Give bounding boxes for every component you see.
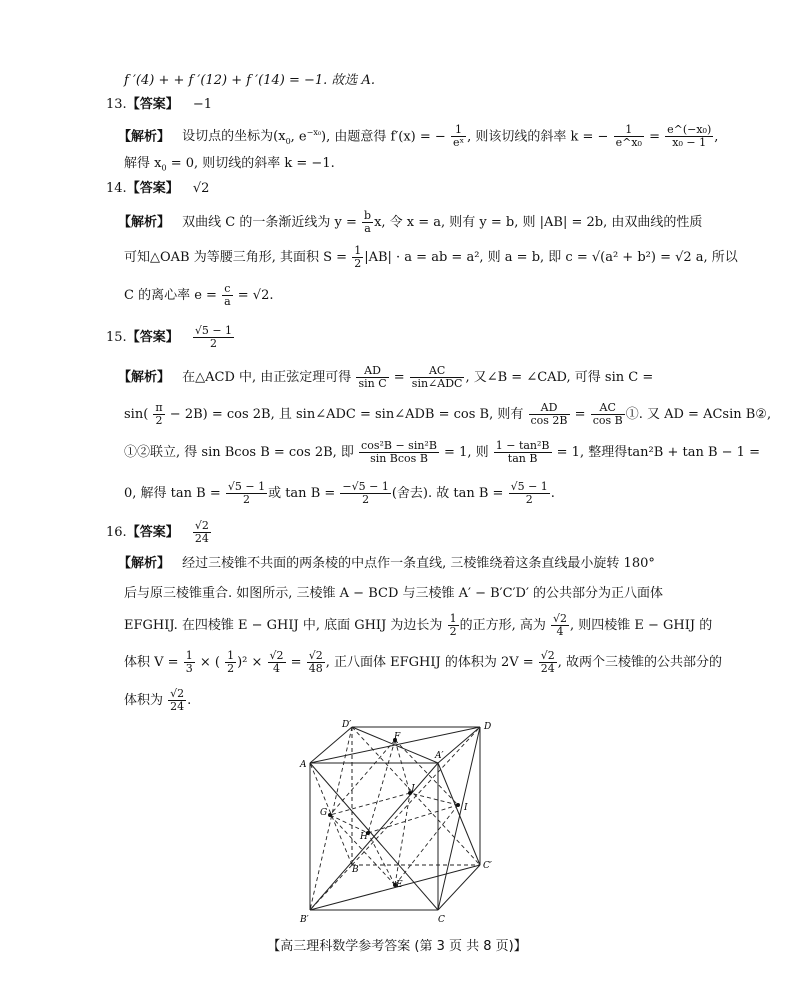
- q13-answer-line: 13.【答案】 −1: [106, 97, 213, 112]
- page-footer: 【高三理科数学参考答案 (第 3 页 共 8 页)】: [267, 939, 527, 954]
- q16-analysis-line2: 后与原三棱锥重合. 如图所示, 三棱锥 A − BCD 与三棱锥 A′ − B′C′D′ 的公共部分为正八面体: [124, 586, 664, 601]
- label-c: C: [438, 915, 445, 925]
- label-ap: A′: [435, 751, 444, 761]
- frac-answer-16: $\frac{√2}{24}$: [194, 519, 209, 545]
- frac-ex0-x0m1: $\frac{\text{e\textasciicircum{}(−x₀)}}{\text{x₀ − 1}}$: [667, 123, 712, 150]
- q15-analysis-line4: 0, 解得 tan B = $\frac{√5 - 1}{2}$ 或 tan B = $\frac{-√5 - 1}{2}$ (舍去). 故 tan B = $\frac{√5 - 1}{2}$ .: [124, 480, 555, 506]
- q16-analysis-line3: EFGHIJ. 在四棱锥 E − GHIJ 中, 底面 GHIJ 为边长为 $\frac{1}{2}$ 的正方形, 高为 $\frac{√2}{4}$ , 则四棱锥 E − GHIJ 的: [124, 612, 713, 638]
- q14-answer-line: 14.【答案】 √2: [106, 181, 210, 196]
- frac-ad-sinc: $\frac{AD}{\text{sin C}}$: [358, 364, 387, 390]
- frac-answer-15: $\frac{√5 - 1}{2}$: [194, 324, 233, 350]
- frac-1-3: $\frac{1}{3}$: [185, 649, 193, 675]
- q16-analysis-line1: 【解析】 经过三棱锥不共面的两条棱的中点作一条直线, 三棱锥绕着这条直线最小旋转 180°: [118, 556, 655, 571]
- q14-analysis-line2: 可知△OAB 为等腰三角形, 其面积 S = $\frac{1}{2}$ |AB| · a = ab = a², 则 a = b, 即 c = √(a² + b²) = √2 a, 所以: [124, 244, 738, 270]
- q16-answer-line: 16.【答案】 $\frac{√2}{24}$: [106, 519, 209, 545]
- frac-sqrt2-48: $\frac{√2}{48}$: [308, 649, 323, 675]
- frac-sqrt2-4b: $\frac{√2}{4}$: [269, 649, 284, 675]
- q15-analysis-line3: ①②联立, 得 sin Bcos B = cos 2B, 即 $\frac{\text{cos²B − sin²B}}{\text{sin Bcos B}}$ = 1, 则 $\frac{\text{1 − tan²B}}{\text{tan B}}$ = 1, 整理得tan²B + tan B − 1 =: [124, 439, 760, 465]
- frac-1-2: $\frac{1}{2}$: [354, 244, 362, 270]
- q15-answer-line: 15.【答案】 $\frac{√5 - 1}{2}$: [106, 324, 233, 350]
- label-dp: D′: [342, 720, 352, 730]
- label-a: A: [300, 760, 307, 770]
- frac-1mtan-tanb: $\frac{\text{1 − tan²B}}{\text{tan B}}$: [495, 439, 550, 465]
- label-d: D: [484, 722, 492, 732]
- frac-pi-2: $\frac{\pi}{2}$: [155, 401, 163, 427]
- label-j: J: [411, 784, 415, 794]
- label-b: B: [352, 865, 359, 875]
- frac-root1: $\frac{√5 - 1}{2}$: [227, 480, 266, 506]
- label-e: E: [396, 880, 403, 890]
- label-i: I: [464, 803, 468, 813]
- q15-analysis-line2: sin( $\frac{\pi}{2}$ − 2B) = cos 2B, 且 sin∠ADC = sin∠ADB = cos B, 则有 $\frac{AD}{\cos 2B}$ = $\frac{AC}{\text{cos B}}$ ①. 又 AD = ACsin B②,: [124, 401, 772, 427]
- frac-sqrt2-24: $\frac{√2}{24}$: [540, 649, 555, 675]
- label-g: G: [320, 808, 328, 818]
- q13-analysis-line2: 解得 $x_0 = 0$, 则切线的斜率 k = −1.: [124, 156, 335, 173]
- q14-analysis-line1: 【解析】 双曲线 C 的一条渐近线为 y = $\frac{b}{a}$ x, 令 x = a, 则有 y = b, 则 |AB| = 2b, 由双曲线的性质: [118, 209, 703, 235]
- frac-b-a: $\frac{b}{a}$: [364, 209, 372, 235]
- cube-octahedron-figure: [290, 715, 510, 930]
- frac-1-ex: $\frac{1}{\text{eˣ}}$: [452, 123, 465, 150]
- continuation-line: f ′(4) + + f ′(12) + f ′(14) = −1. 故选 A.: [124, 73, 376, 88]
- frac-ac-cosb: $\frac{AC}{\text{cos B}}$: [592, 401, 623, 427]
- frac-1-2-sq: $\frac{1}{2}$: [227, 649, 235, 675]
- frac-ac-sinadc: $\frac{AC}{\text{sin∠ADC}}$: [411, 364, 463, 390]
- frac-root2: $\frac{-√5 - 1}{2}$: [342, 480, 389, 506]
- frac-sqrt2-24-final: $\frac{√2}{24}$: [170, 687, 185, 713]
- frac-sqrt2-4: $\frac{√2}{4}$: [552, 612, 567, 638]
- frac-1-ex0: $\frac{1}{\text{e\textasciicircum{}x₀}}$: [615, 123, 642, 150]
- frac-cos2-sinbcosb: $\frac{\text{cos²B − sin²B}}{\text{sin Bcos B}}$: [361, 439, 437, 465]
- q15-analysis-line1: 【解析】 在△ACD 中, 由正弦定理可得 $\frac{AD}{\text{sin C}}$ = $\frac{AC}{\text{sin∠ADC}}$ , 又∠B = ∠CAD, 可得 sin C =: [118, 364, 654, 390]
- frac-c-a: $\frac{c}{a}$: [224, 282, 231, 308]
- label-h: H: [360, 832, 368, 842]
- frac-root-final: $\frac{√5 - 1}{2}$: [510, 480, 548, 506]
- q16-analysis-line5: 体积为 $\frac{√2}{24}$ .: [124, 687, 192, 713]
- label-cp: C′: [483, 861, 492, 871]
- label-bp: B′: [300, 915, 309, 925]
- frac-ad-cos2b: $\frac{AD}{\cos 2B}$: [530, 401, 568, 427]
- q13-analysis-line1: 【解析】 设切点的坐标为($x_0$, $e^{-x_0}$), 由题意得 f′(x) = − $\frac{1}{\text{eˣ}}$ , 则该切线的斜率 k = − $\frac{1}{\text{e\textasciicircum{}x₀}}$ = $\frac{\text{e\textasciicircum{}(−x₀)}}{\text{x₀ − 1}}$ ,: [118, 123, 719, 150]
- q16-analysis-line4: 体积 V = $\frac{1}{3}$ × ( $\frac{1}{2}$ )² × $\frac{√2}{4}$ = $\frac{√2}{48}$ , 正八面体 EFGHIJ 的体积为 2V = $\frac{√2}{24}$ , 故两个三棱锥的公共部分的: [124, 649, 723, 675]
- frac-1-2-side: $\frac{1}{2}$: [449, 612, 457, 638]
- q14-analysis-line3: C 的离心率 e = $\frac{c}{a}$ = √2.: [124, 282, 274, 308]
- label-f: F: [394, 732, 401, 742]
